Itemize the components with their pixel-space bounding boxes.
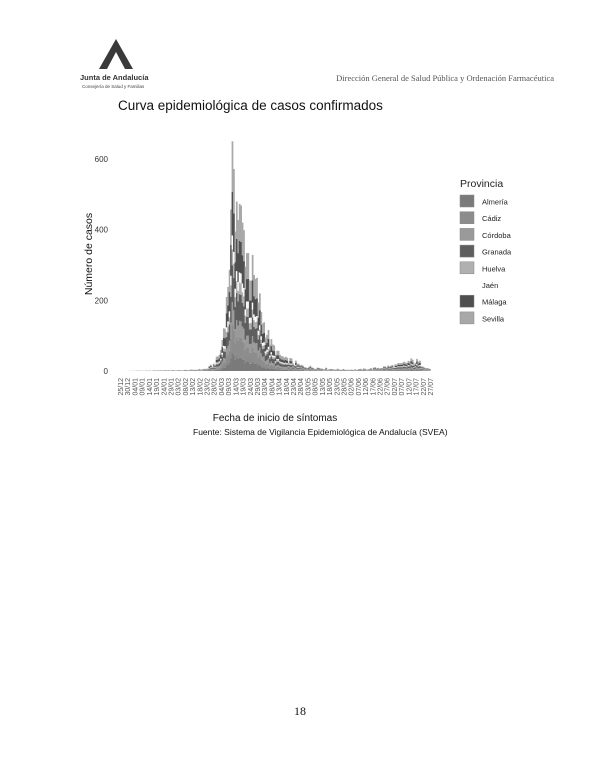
bar-segment: [298, 364, 300, 366]
x-tick-label: 07/06: [355, 378, 363, 396]
x-tick-label: 13/04: [276, 378, 284, 396]
x-tick-label: 04/01: [132, 378, 140, 396]
y-tick-label: 200: [94, 296, 108, 306]
bar-segment: [419, 366, 421, 367]
x-tick-label: 09/03: [226, 378, 234, 396]
bar-segment: [302, 366, 304, 367]
bar-segment: [416, 359, 418, 362]
x-tick-label: 09/01: [139, 378, 147, 396]
bar-segment: [268, 330, 270, 339]
legend-label: Cádiz: [482, 214, 502, 224]
x-tick-label: 24/03: [247, 378, 255, 396]
bar-segment: [247, 253, 249, 279]
bar-segment: [419, 365, 421, 366]
x-tick-label: 03/04: [262, 378, 270, 396]
bar-segment: [321, 369, 323, 370]
bar-segment: [295, 361, 297, 363]
x-tick-label: 12/07: [406, 378, 414, 396]
x-tick-label: 25/12: [118, 378, 125, 396]
x-tick-label: 18/05: [327, 378, 335, 396]
bar-segment: [370, 368, 372, 369]
bar-segment: [412, 360, 414, 362]
x-tick-label: 18/04: [283, 378, 291, 396]
y-axis-label: Número de casos: [83, 212, 95, 296]
x-tick-label: 08/05: [312, 378, 320, 396]
bar-segment: [412, 362, 414, 364]
x-tick-label: 03/05: [305, 378, 313, 396]
bar-segment: [210, 365, 212, 366]
x-tick-label: 13/02: [190, 378, 198, 396]
y-tick-label: 400: [94, 225, 108, 235]
x-tick-label: 28/05: [341, 378, 349, 396]
bar-segment: [286, 361, 288, 364]
page-number: 18: [294, 704, 306, 718]
x-tick-label: 03/02: [175, 378, 183, 396]
bar-segment: [419, 363, 421, 365]
x-tick-label: 28/02: [211, 378, 219, 396]
legend-label: Córdoba: [482, 230, 511, 240]
legend-swatch: [460, 295, 474, 307]
bar-segment: [233, 169, 235, 213]
bar-segment: [259, 293, 261, 310]
legend-swatch: [460, 245, 474, 257]
x-tick-label: 23/05: [334, 378, 342, 396]
legend-swatch: [460, 279, 474, 291]
bar-segment: [325, 368, 327, 369]
x-tick-label: 18/02: [197, 378, 205, 396]
x-tick-label: 23/04: [291, 378, 299, 396]
x-tick-label: 17/06: [370, 378, 378, 396]
bar-segment: [260, 312, 262, 325]
x-tick-label: 22/07: [420, 378, 428, 396]
legend-label: Huelva: [482, 264, 506, 274]
y-tick-label: 0: [103, 367, 108, 376]
legend-label: Jaén: [482, 281, 499, 290]
legend-swatch: [460, 228, 474, 240]
x-tick-label: 28/04: [298, 378, 306, 396]
bar-segment: [392, 365, 394, 366]
chart-title: Curva epidemiológica de casos confirmados: [118, 98, 383, 113]
bar-segment: [312, 368, 314, 369]
bar-segment: [384, 366, 386, 367]
bar-segment: [428, 368, 430, 369]
bar-segment: [292, 363, 294, 365]
x-tick-label: 19/03: [240, 378, 248, 396]
x-tick-label: 19/01: [154, 378, 162, 396]
x-tick-label: 08/02: [182, 378, 190, 396]
department-name: Dirección General de Salud Pública y Ordenación Farmacéutica: [336, 73, 554, 83]
bar-segment: [325, 368, 327, 369]
legend-label: Málaga: [482, 297, 507, 307]
x-tick-label: 29/03: [254, 378, 262, 396]
bar-segment: [374, 367, 376, 368]
x-tick-label: 23/02: [204, 378, 212, 396]
bar-segment: [392, 366, 394, 367]
bar-segment: [423, 367, 425, 368]
legend-swatch: [460, 195, 474, 207]
legend-title: Provincia: [460, 178, 504, 190]
bar-segment: [419, 361, 421, 363]
x-axis-label: Fecha de inicio de síntomas: [212, 413, 338, 424]
chart-source: Fuente: Sistema de Vigilancia Epidemiológica de Andalucía (SVEA): [193, 427, 448, 437]
bar-segment: [273, 345, 275, 351]
bar-segment: [370, 369, 372, 370]
x-tick-label: 22/06: [377, 378, 385, 396]
legend-swatch: [460, 262, 474, 274]
x-tick-label: 12/06: [363, 378, 371, 396]
x-tick-label: 13/05: [319, 378, 327, 396]
legend-label: Sevilla: [482, 314, 505, 324]
x-tick-label: 30/12: [125, 378, 133, 396]
bar-segment: [256, 278, 258, 298]
x-tick-label: 02/06: [348, 378, 356, 396]
legend-swatch: [460, 212, 474, 224]
y-tick-label: 600: [94, 155, 108, 164]
x-tick-label: 29/01: [168, 378, 176, 396]
x-tick-label: 24/01: [161, 378, 169, 396]
x-tick-label: 08/04: [269, 378, 277, 396]
x-tick-label: 02/07: [391, 378, 399, 396]
bar-segment: [278, 351, 280, 355]
bar-segment: [309, 366, 311, 367]
x-tick-label: 14/03: [233, 378, 241, 396]
org-subtitle: Consejería de Salud y Familias: [82, 84, 145, 89]
legend-label: Almería: [482, 197, 508, 207]
x-tick-label: 04/03: [218, 378, 226, 396]
bar-segment: [263, 322, 265, 333]
x-tick-label: 07/07: [399, 378, 407, 396]
bar-segment: [243, 230, 245, 261]
bar-segment: [422, 367, 424, 368]
bar-segment: [286, 358, 288, 361]
bar-segment: [291, 361, 293, 363]
x-tick-label: 27/07: [428, 378, 435, 396]
x-tick-label: 17/07: [413, 378, 421, 396]
bar-segment: [210, 366, 212, 367]
bar-segment: [291, 358, 293, 361]
bar-segment: [364, 369, 366, 370]
legend-swatch: [460, 312, 474, 324]
x-tick-label: 27/06: [384, 378, 392, 396]
org-name: Junta de Andalucía: [80, 73, 149, 82]
legend-label: Granada: [482, 247, 512, 257]
x-tick-label: 14/01: [146, 378, 154, 396]
